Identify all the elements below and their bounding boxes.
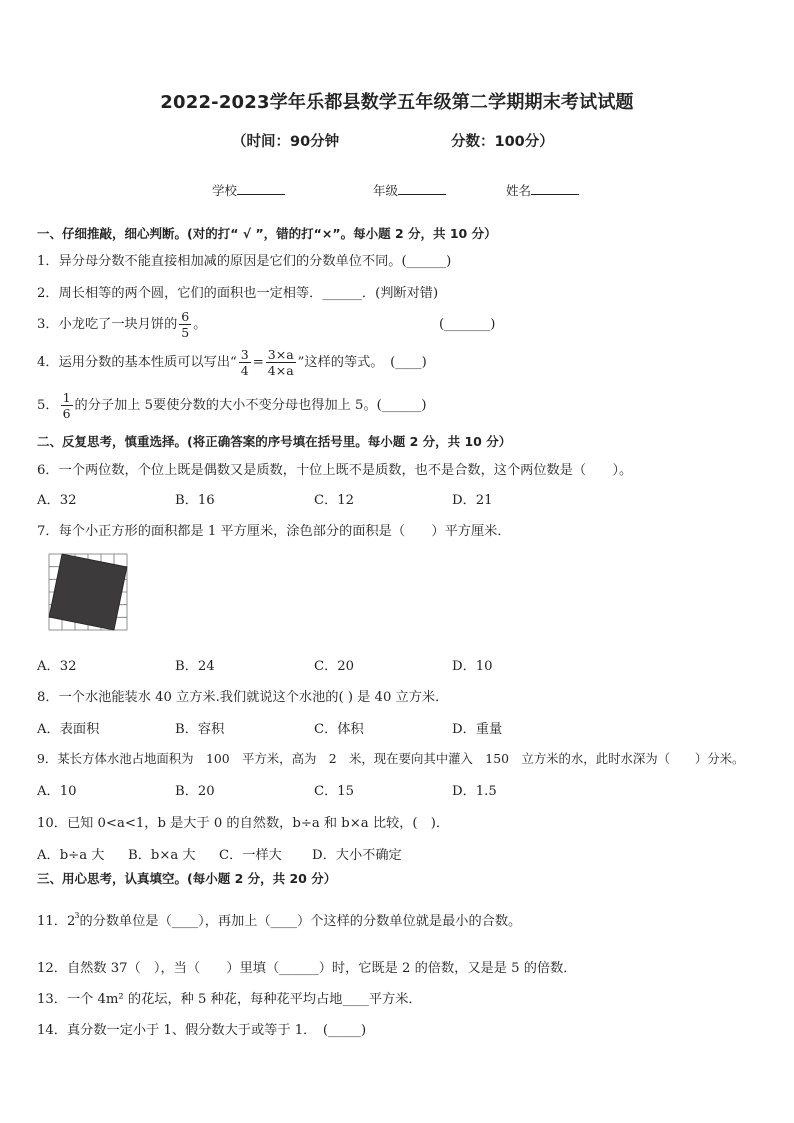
mixed-number-fraction: 3 — [74, 910, 80, 920]
q9-option-d: D．1.5 — [452, 784, 497, 799]
grade-blank[interactable] — [398, 182, 446, 195]
q10-option-a: A．b÷a 大 — [37, 848, 105, 863]
question-9: 9．某长方体水池占地面积为 100 平方米，高为 2 米，现在要向其中灌入 150 立方米的水，此时水深为（ ）分米。 — [37, 751, 745, 766]
question-3-text: 3．小龙吃了一块月饼的 — [37, 317, 178, 332]
question-12: 12．自然数 37（ ），当（ ）里填（______）时，它既是 2 的倍数，又是是 5 的倍数． — [37, 961, 577, 976]
question-7: 7．每个小正方形的面积都是 1 平方厘米，涂色部分的面积是（ ）平方厘米． — [37, 524, 511, 539]
question-10: 10．已知 0<a<1，b 是大于 0 的自然数，b÷a 和 b×a 比较，( )． — [37, 816, 450, 831]
question-5: 5． $\frac{1}{6}$ 的分子加上 5要使分数的大小不变分母也得加上 5。(______) — [37, 390, 427, 421]
question-3: 3．小龙吃了一块月饼的 $\frac{6}{5}$ 。 — [37, 309, 207, 340]
q7-option-c: C．20 — [314, 659, 355, 674]
question-6: 6．一个两位数，个位上既是偶数又是质数，十位上既不是质数，也不是合数，这个两位数是（ ）。 — [37, 463, 633, 478]
q9-option-a: A．10 — [37, 784, 77, 799]
school-blank[interactable] — [237, 182, 285, 195]
q7-option-b: B．24 — [175, 659, 215, 674]
q6-option-a: A．32 — [37, 493, 77, 508]
page-title: 2022-2023学年乐都县数学五年级第二学期期末考试试题 — [160, 92, 634, 113]
fraction-6-5: $\frac{6}{5}$ — [181, 309, 190, 340]
school-field — [212, 181, 285, 199]
q7-option-a: A．32 — [37, 659, 77, 674]
section-1-heading: 一、仔细推敲，细心判断。(对的打“ √ ”，错的打“×”。每小题 2 分，共 10 分） — [37, 226, 497, 241]
q8-option-a: A．表面积 — [37, 722, 100, 737]
q10-option-c: C．一样大 — [219, 848, 282, 863]
q6-option-d: D．21 — [452, 493, 493, 508]
fraction-3a-4a: $\frac{3\times a}{4\times a}$ — [267, 347, 294, 378]
section-3-heading: 三、用心思考，认真填空。(每小题 2 分，共 20 分） — [37, 871, 337, 886]
school-label: 学校 — [212, 183, 238, 198]
grade-field — [373, 181, 446, 199]
question-2: 2．周长相等的两个圆，它们的面积也一定相等．______．(判断对错) — [37, 286, 439, 301]
q6-option-c: C．12 — [314, 493, 355, 508]
exam-time: （时间：90分钟 — [232, 134, 340, 150]
q10-option-b: B．b×a 大 — [128, 848, 196, 863]
name-label: 姓名 — [506, 183, 532, 198]
shaded-square-grid-figure — [48, 553, 130, 633]
q9-option-b: B．20 — [175, 784, 215, 799]
question-3-blank: (_______) — [439, 317, 496, 332]
grade-label: 年级 — [373, 183, 399, 198]
q10-option-d: D．大小不确定 — [312, 848, 402, 863]
q8-option-d: D．重量 — [452, 722, 503, 737]
q6-option-b: B．16 — [175, 493, 215, 508]
q9-option-c: C．15 — [314, 784, 355, 799]
question-4: 4．运用分数的基本性质可以写出“ $\frac{3}{4}$ = $\frac{3\times a}{4\times a}$ ”这样的等式。 (____) — [37, 347, 427, 378]
question-11: 11．$2^3$的分数单位是（____），再加上（____）个这样的分数单位就是最小的合数。 — [37, 910, 522, 929]
question-13: 13．一个 4m² 的花坛，种 5 种花，每种花平均占地____平方米． — [37, 992, 422, 1007]
name-blank[interactable] — [531, 182, 579, 195]
shaded-square — [49, 554, 127, 630]
question-8: 8．一个水池能装水 40 立方米.我们就说这个水池的( ) 是 40 立方米． — [37, 690, 449, 705]
section-2-heading: 二、反复思考，慎重选择。(将正确答案的序号填在括号里。每小题 2 分，共 10 分） — [37, 434, 512, 449]
fraction-3-4: $\frac{3}{4}$ — [240, 347, 249, 378]
question-1: 1．异分母分数不能直接相加减的原因是它们的分数单位不同。(______) — [37, 254, 452, 269]
q8-option-c: C．体积 — [314, 722, 364, 737]
mixed-number-whole: 2 — [66, 914, 76, 929]
fraction-1-6: $\frac{1}{6}$ — [62, 390, 71, 421]
q8-option-b: B．容积 — [175, 722, 225, 737]
name-field — [506, 181, 579, 199]
exam-score: 分数：100分） — [451, 134, 554, 150]
q7-option-d: D．10 — [452, 659, 493, 674]
question-14: 14．真分数一定小于 1、假分数大于或等于 1． (_____) — [37, 1023, 367, 1038]
